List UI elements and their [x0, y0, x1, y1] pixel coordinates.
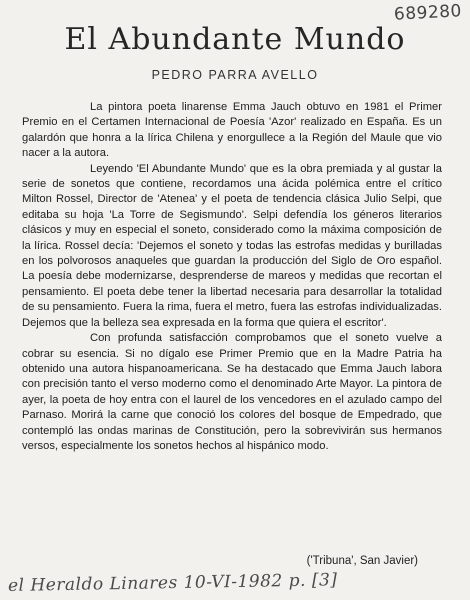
source-signature: ('Tribuna', San Javier) — [306, 555, 418, 567]
paragraph-3: Con profunda satisfacción comprobamos que el soneto vuelve a cobrar su esencia. Si no dígalo ese Primer Premio que en la Madre Patria ha obtenido una autora hispanoamericana. Se ha destacado que Emma Jauch labora con precisión tanto el verso moderno como el denominado Arte Mayor. La pintora de ayer, la poeta de hoy entra con el laurel de los vencedores en el azulado campo del Parnaso. Morirá la carne que conoció los colores del bosque de Empedrado, que contempló las ondas marinas de Constitución, pero la sobrevivirán sus hermanos versos, especialmente los sonetos hechos al hispánico modo. — [22, 332, 442, 452]
catalog-number: 689280 — [393, 1, 463, 25]
paragraph-2: Leyendo 'El Abundante Mundo' que es la obra premiada y al gustar la serie de sonetos que contiene, recordamos una ácida polémica entre el crítico Milton Rossel, Director de 'Atenea' y el poeta de tendencia clásica Julio Selpi, que editaba su hoja 'La Torre de Segismundo'. Selpi defendía los géneros literarios clásicos y muy en especial el soneto, considerado como la máxima composición de la lírica. Rossel decía: 'Dejemos el soneto y todas las estrofas medidas y burilladas en los polvorosos anaqueles que guardan la producción del Siglo de Oro español. La poesía debe modernizarse, desprenderse de mareos y medidas que recortan el pensamiento. El poeta debe tener la libertad necesaria para desarrollar la totalidad de su pensamiento. Fuera la rima, fuera el metro, fuera las estrofas individualizadas. Dejemos que la belleza sea expresada en la forma que quiera el escritor'. — [22, 162, 442, 329]
article-author: PEDRO PARRA AVELLO — [151, 68, 319, 82]
paragraph-1: La pintora poeta linarense Emma Jauch obtuvo en 1981 el Primer Premio en el Certamen Internacional de Poesía 'Azor' realizado en España. Es un galardón que honra a la lírica Chilena y enorgullece a la Región del Maule que vio nacer a la autora. — [22, 101, 442, 160]
article-body — [22, 100, 442, 454]
article-title: El Abundante Mundo — [64, 22, 406, 57]
handwritten-source-note: el Heraldo Linares 10-VI-1982 p. [3] — [7, 570, 338, 596]
